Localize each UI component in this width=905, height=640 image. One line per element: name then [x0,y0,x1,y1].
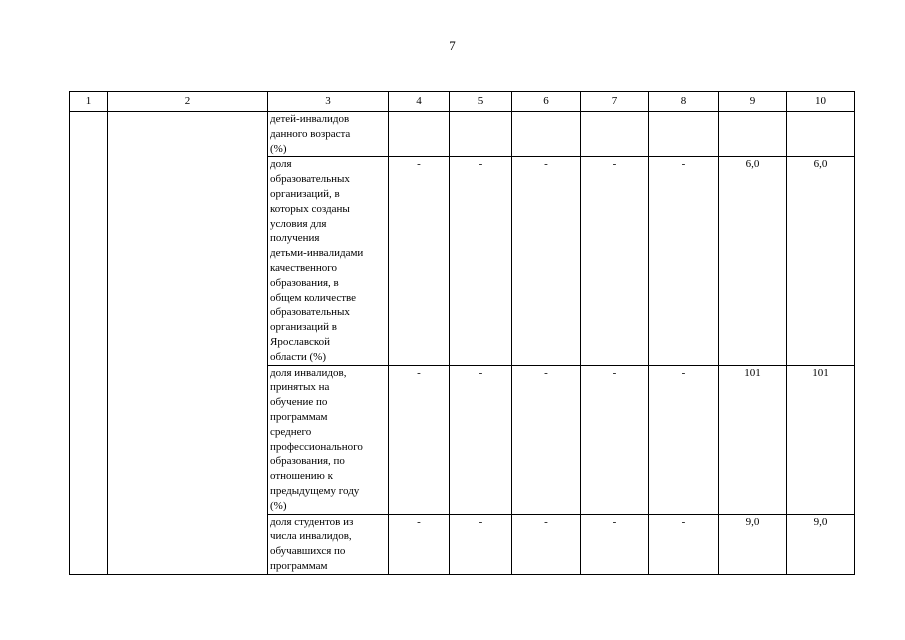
indicators-table [69,91,855,575]
value-cell: - [581,365,649,514]
header-col-4: 4 [389,92,450,112]
value-cell: - [581,514,649,574]
indicator-text: детей-инвалидов данного возраста (%) [270,113,351,155]
value-cell: - [389,157,450,365]
header-col-2: 2 [108,92,268,112]
value-cell: 101 [719,365,787,514]
indicator-cell [268,365,389,514]
value-cell: - [389,365,450,514]
header-col-7: 7 [581,92,649,112]
header-col-6: 6 [512,92,581,112]
value-cell [581,112,649,157]
header-col-8: 8 [649,92,719,112]
header-col-3: 3 [268,92,389,112]
table-row [70,112,855,157]
value-cell [389,112,450,157]
header-row [70,92,855,112]
col-2-merged-cell [108,112,268,575]
value-cell: - [512,514,581,574]
value-cell: - [649,157,719,365]
indicator-text: доля инвалидов, принятых на обучение по программам среднего профессионального образования, по отношению к предыдущему году (%) [270,366,363,512]
value-cell: - [450,365,512,514]
value-cell: - [512,365,581,514]
value-cell: - [512,157,581,365]
indicator-text: доля образовательных организаций, в которых созданы условия для получения детьми-инвалидами качественного образования, в общем количестве образовательных организаций в Ярославской области (%) [270,158,364,363]
value-cell: - [649,514,719,574]
indicator-text: доля студентов из числа инвалидов, обучавшихся по программам [270,515,354,572]
value-cell: - [450,514,512,574]
indicator-cell [268,514,389,574]
value-cell: - [649,365,719,514]
value-cell: 6,0 [787,157,855,365]
value-cell: 9,0 [719,514,787,574]
value-cell [719,112,787,157]
indicator-cell [268,157,389,365]
indicator-cell [268,112,389,157]
value-cell [649,112,719,157]
value-cell: 9,0 [787,514,855,574]
value-cell: - [450,157,512,365]
value-cell: - [389,514,450,574]
header-col-5: 5 [450,92,512,112]
value-cell [787,112,855,157]
value-cell: - [581,157,649,365]
header-col-1: 1 [70,92,108,112]
value-cell [512,112,581,157]
header-col-9: 9 [719,92,787,112]
value-cell: 6,0 [719,157,787,365]
value-cell [450,112,512,157]
value-cell: 101 [787,365,855,514]
col-1-merged-cell [70,112,108,575]
page-number: 7 [449,38,456,53]
header-col-10: 10 [787,92,855,112]
